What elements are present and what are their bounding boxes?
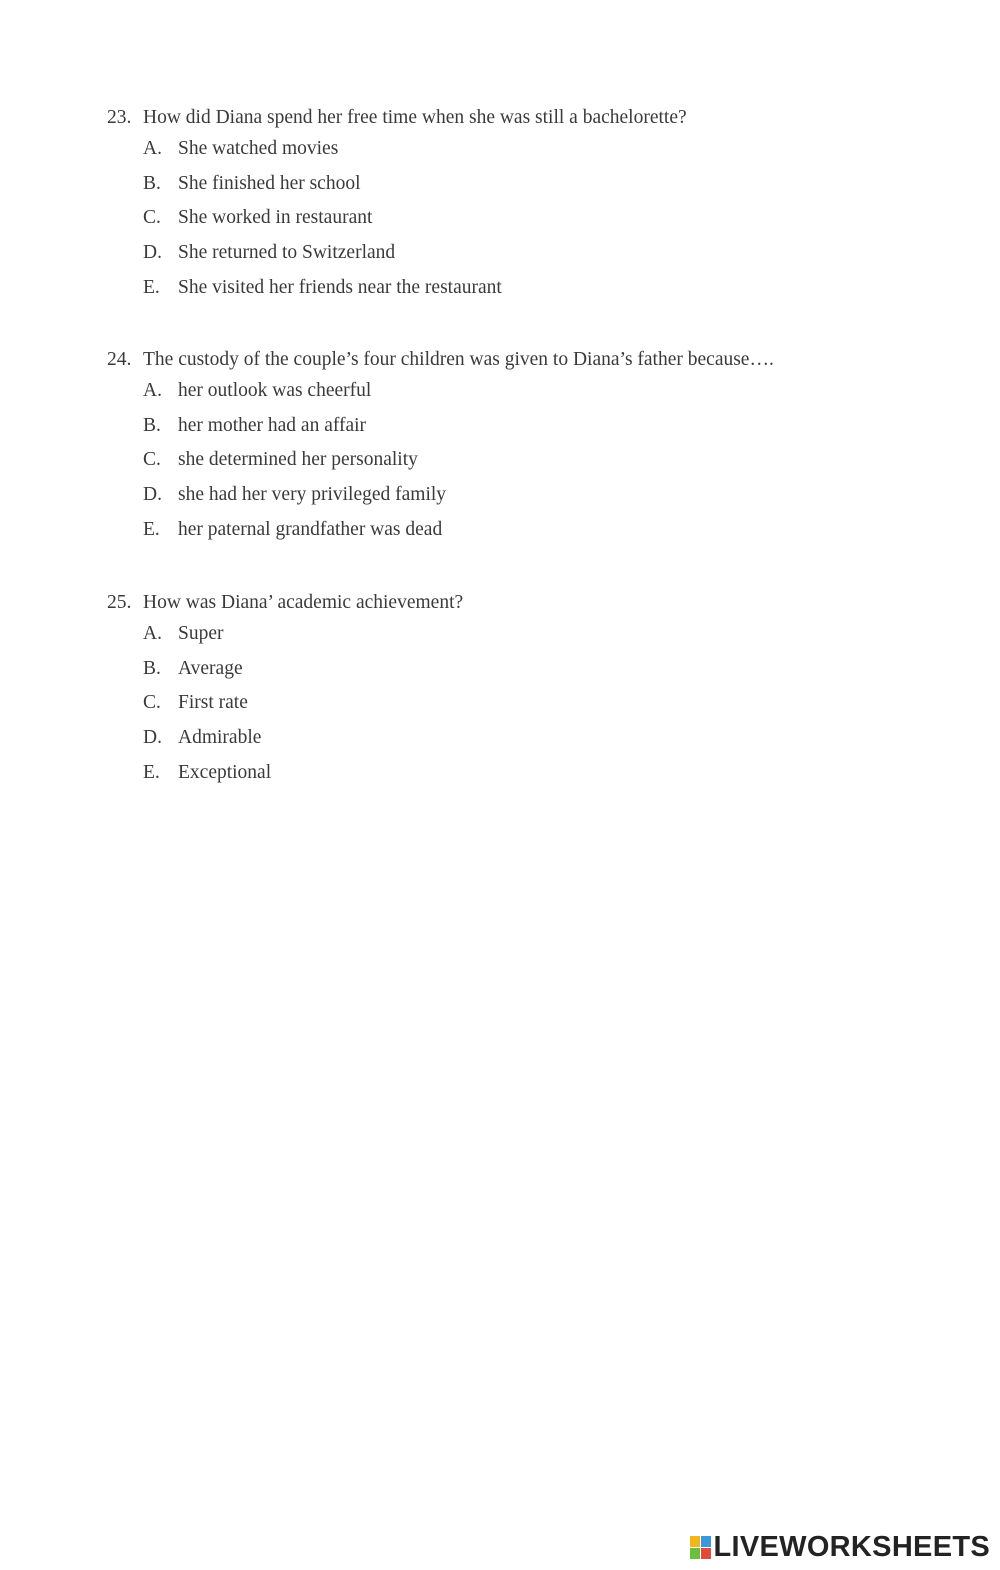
option-letter: A. xyxy=(143,138,162,159)
option-letter: D. xyxy=(143,242,162,264)
option-a xyxy=(143,374,967,409)
option-c xyxy=(143,201,967,236)
option-text: Super xyxy=(178,623,224,644)
option-d xyxy=(143,236,967,271)
option-text: She worked in restaurant xyxy=(178,207,373,229)
option-letter: A. xyxy=(143,623,162,644)
liveworksheets-logo xyxy=(690,1530,991,1564)
option-letter: D. xyxy=(143,727,162,749)
option-letter: A. xyxy=(143,380,162,401)
option-letter: D. xyxy=(143,484,162,506)
option-letter: C. xyxy=(143,692,161,714)
option-c xyxy=(143,686,967,721)
logo-square-blue xyxy=(701,1536,711,1547)
logo-square-green xyxy=(690,1548,700,1559)
option-b xyxy=(143,652,967,687)
option-letter: C. xyxy=(143,207,161,229)
option-text: First rate xyxy=(178,692,248,714)
option-e xyxy=(143,271,967,306)
option-c xyxy=(143,443,967,478)
option-text: She returned to Switzerland xyxy=(178,242,396,264)
logo-square-yellow xyxy=(690,1536,700,1547)
question-stem xyxy=(107,589,967,617)
question-text: The custody of the couple’s four children was given to Diana’s father because…. xyxy=(143,349,774,370)
logo-square-red xyxy=(701,1548,711,1559)
option-e xyxy=(143,513,967,548)
question-number: 24. xyxy=(107,349,132,370)
option-text: her mother had an affair xyxy=(178,414,367,436)
option-text: Average xyxy=(178,657,243,679)
option-a xyxy=(143,132,967,167)
option-text: she determined her personality xyxy=(178,449,418,471)
question-24 xyxy=(107,346,967,547)
option-d xyxy=(143,721,967,756)
option-text: Exceptional xyxy=(178,761,272,783)
question-number: 23. xyxy=(107,107,132,128)
option-letter: E. xyxy=(143,276,160,298)
option-text: her outlook was cheerful xyxy=(178,380,372,401)
option-letter: E. xyxy=(143,518,160,540)
option-text: Admirable xyxy=(178,727,262,749)
option-d xyxy=(143,478,967,513)
option-letter: B. xyxy=(143,172,161,194)
option-letter: B. xyxy=(143,414,161,436)
option-b xyxy=(143,409,967,444)
question-text: How was Diana’ academic achievement? xyxy=(143,592,464,613)
option-text: her paternal grandfather was dead xyxy=(178,518,443,540)
question-25 xyxy=(107,589,967,790)
question-text: How did Diana spend her free time when she was still a bachelorette? xyxy=(143,107,687,128)
option-letter: E. xyxy=(143,761,160,783)
option-text: she had her very privileged family xyxy=(178,484,447,506)
option-letter: B. xyxy=(143,657,161,679)
question-stem xyxy=(107,104,967,132)
answer-options xyxy=(143,617,967,790)
question-stem xyxy=(107,346,967,374)
option-text: She watched movies xyxy=(178,138,339,159)
logo-text: LIVEWORKSHEETS xyxy=(713,1531,990,1563)
liveworksheets-logo-icon xyxy=(690,1536,711,1559)
answer-options xyxy=(143,374,967,547)
answer-options xyxy=(143,132,967,305)
option-text: She visited her friends near the restaurant xyxy=(178,276,502,298)
question-23 xyxy=(107,104,967,305)
option-b xyxy=(143,167,967,202)
option-letter: C. xyxy=(143,449,161,471)
option-text: She finished her school xyxy=(178,172,361,194)
question-number: 25. xyxy=(107,592,132,613)
option-e xyxy=(143,756,967,791)
option-a xyxy=(143,617,967,652)
